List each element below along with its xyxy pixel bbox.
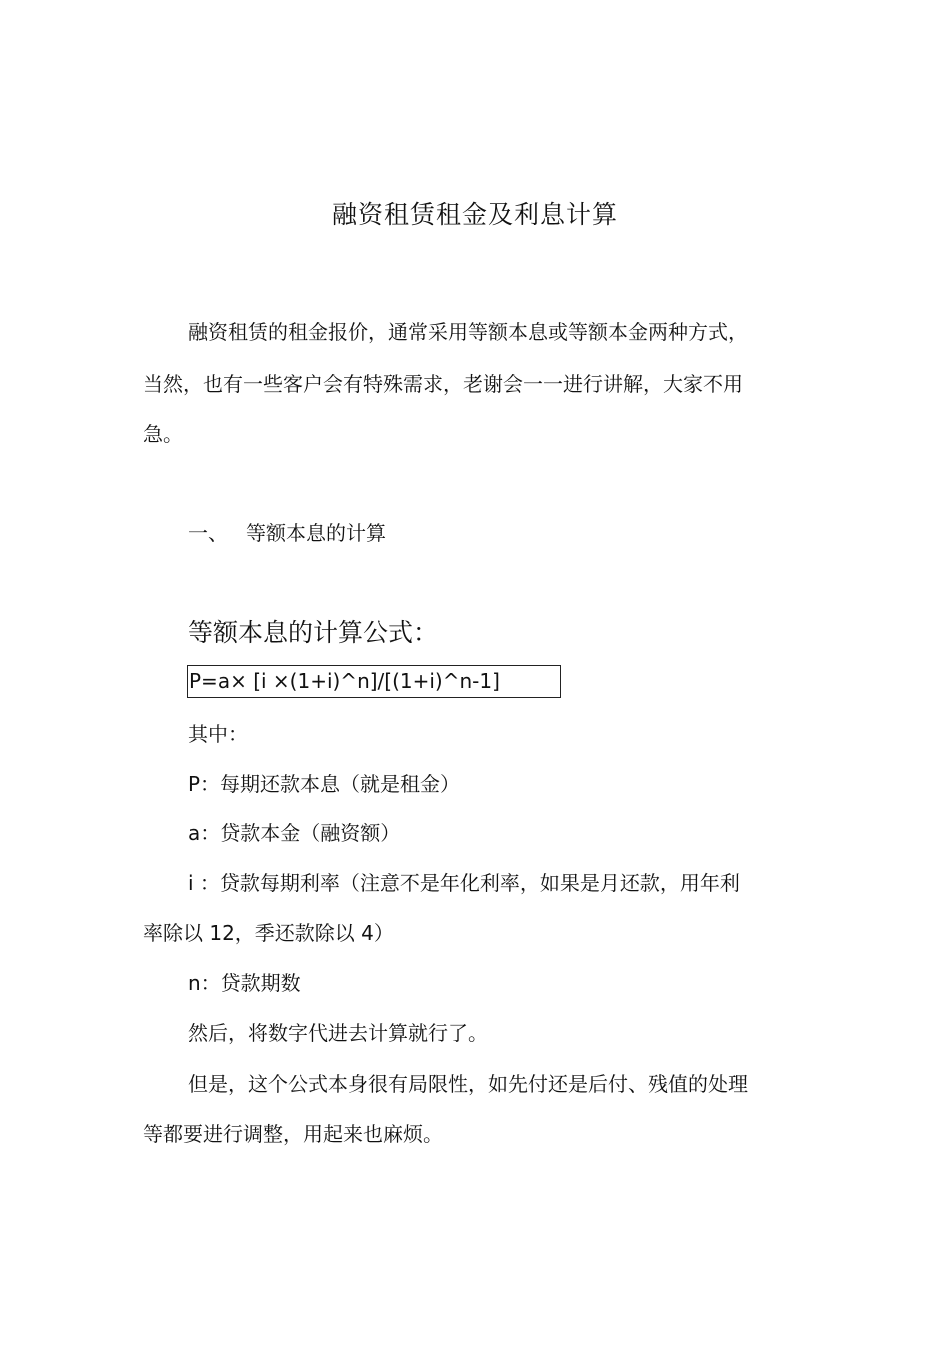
formula-heading: 等额本息的计算公式： — [188, 618, 439, 647]
definition-i-line-1: i ：贷款每期利率（注意不是年化利率，如果是月还款，用年利 — [188, 871, 740, 895]
formula-box: P=a× [i ×(1+i)^n]/[(1+i)^n-1] — [187, 665, 561, 698]
definitions-lead: 其中： — [188, 722, 248, 746]
intro-line-3: 急。 — [143, 422, 183, 446]
closing-line-2: 但是，这个公式本身很有局限性，如先付还是后付、残值的处理 — [188, 1072, 748, 1096]
document-title: 融资租赁租金及利息计算 — [331, 200, 618, 229]
definition-a: a：贷款本金（融资额） — [188, 821, 401, 845]
section-heading: 等额本息的计算 — [246, 521, 386, 545]
section-number: 一、 — [188, 521, 228, 545]
closing-line-3: 等都要进行调整，用起来也麻烦。 — [143, 1122, 443, 1146]
closing-line-1: 然后，将数字代进去计算就行了。 — [188, 1021, 488, 1045]
intro-line-1: 融资租赁的租金报价，通常采用等额本息或等额本金两种方式， — [188, 320, 748, 344]
definition-p: P：每期还款本息（就是租金） — [188, 772, 461, 796]
definition-n: n：贷款期数 — [188, 971, 301, 995]
intro-line-2: 当然，也有一些客户会有特殊需求，老谢会一一进行讲解，大家不用 — [143, 372, 743, 396]
definition-i-line-2: 率除以 12，季还款除以 4） — [143, 921, 394, 945]
